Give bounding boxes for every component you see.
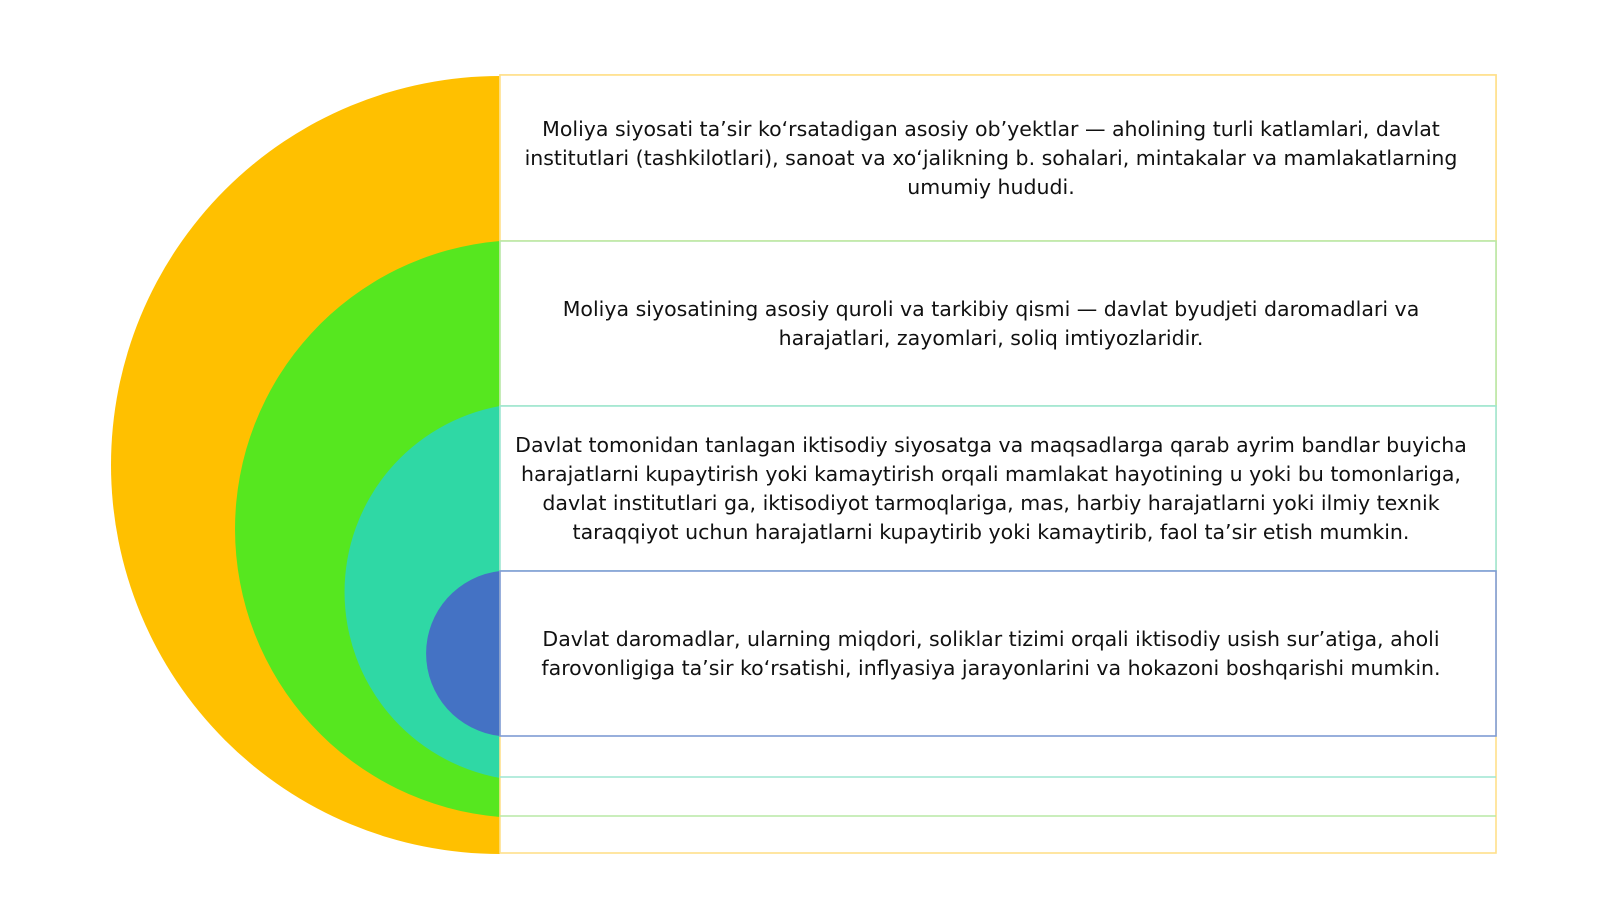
box-4-text: Davlat daromadlar, ularning miqdori, soliklar tizimi orqali iktisodiy usish sur’atiga, aholi farovonligiga ta’sir koʻrsatishi, inflyasiya jarayonlarini va hokazoni boshqarishi mumkin. (541, 626, 1441, 680)
box-2-text: Moliya siyosatining asosiy quroli va tarkibiy qismi — davlat byudjeti daromadlari va harajatlari, zayomlari, soliq imtiyozlaridir. (562, 296, 1420, 350)
box-3-text: Davlat tomonidan tanlagan iktisodiy siyosatga va maqsadlarga qarab ayrim bandlar buyicha harajatlarni kupaytirish yoki kamaytirish orqali mamlakat hayotining u yoki bu tomonlariga, davlat institutlari ga, iktisodiyot tarmoqlariga, mas, harbiy harajatlarni yoki ilmiy texnik taraqqiyot uchun harajatlarni kupaytirib yoki kamaytirib, faol ta’sir etish mumkin. (515, 432, 1467, 544)
box-1-text: Moliya siyosati ta’sir koʻrsatadigan asosiy ob’yektlar — aholining turli katlamlari, davlat institutlari (tashkilotlari), sanoat va xoʻjalikning b. sohalari, mintakalar va mamlakatlarning umumiy hududi. (524, 116, 1458, 199)
